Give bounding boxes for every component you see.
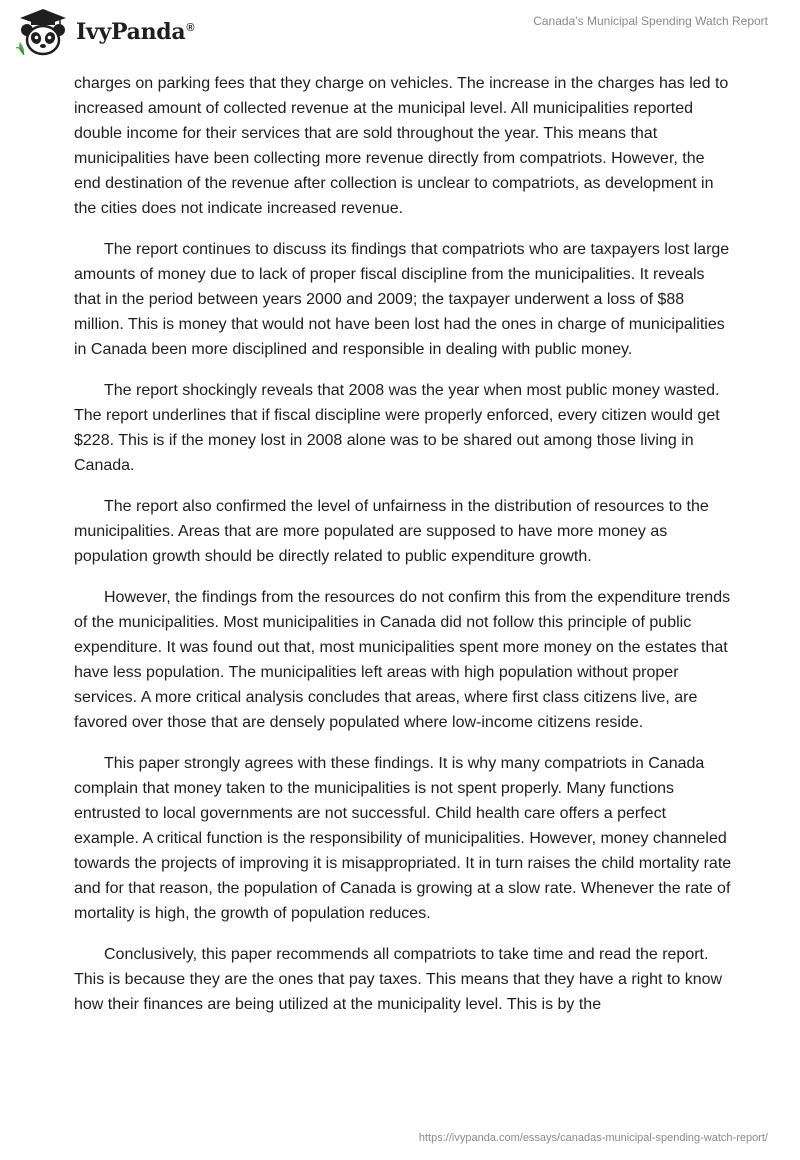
paragraph-5: However, the findings from the resources do not confirm this from the expenditure trends of the municipalities. Most municipalities in Canada did not follow this principle of public expenditure. It was found out that, most municipalities spent more money on the estates that have less population. The municipalities left areas with high population without proper services. A more critical analysis concludes that areas, where first class citizens live, are favored over those that are densely populated where low-income citizens reside. xyxy=(74,589,731,731)
paragraph-1: charges on parking fees that they charge on vehicles. The increase in the charges has led to increased amount of collected revenue at the municipal level. All municipalities reported double income for their services that are sold throughout the year. This means that municipalities have been collecting more revenue directly from compatriots. However, the end destination of the revenue after collection is unclear to compatriots, as development in the cities does not indicate increased revenue. xyxy=(74,75,729,217)
paragraph-4: The report also confirmed the level of unfairness in the distribution of resources to the municipalities. Areas that are more populated are supposed to have more money as population growth should be directly related to public expenditure growth. xyxy=(74,498,709,565)
paragraph-3: The report shockingly reveals that 2008 was the year when most public money wasted. The report underlines that if fiscal discipline were properly enforced, every citizen would get $228. This is if the money lost in 2008 alone was to be shared out among those living in Canada. xyxy=(74,382,720,474)
document-title: Canada’s Municipal Spending Watch Report xyxy=(533,14,768,28)
paragraph-7: Conclusively, this paper recommends all compatriots to take time and read the report. This is because they are the ones that pay taxes. This means that they have a right to know how their finances are being utilized at the municipality level. This is by the xyxy=(74,946,723,1013)
paragraph-2: The report continues to discuss its findings that compatriots who are taxpayers lost large amounts of money due to lack of proper fiscal discipline from the municipalities. It reveals that in the period between years 2000 and 2009; the taxpayer underwent a loss of $88 million. This is money that would not have been lost had the ones in charge of municipalities in Canada been more disciplined and responsible in dealing with public money. xyxy=(74,241,730,358)
paragraph-6: This paper strongly agrees with these findings. It is why many compatriots in Canada complain that money taken to the municipalities is not spent properly. Many functions entrusted to local governments are not successful. Child health care offers a perfect example. A critical function is the responsibility of municipalities. However, money channeled towards the projects of improving it is misappropriated. It in turn raises the child mortality rate and for that reason, the population of Canada is growing at a slow rate. Whenever the rate of mortality is high, the growth of population reduces. xyxy=(74,755,732,922)
brand-name: IvyPanda® xyxy=(76,19,195,45)
panda-graduate-icon xyxy=(14,6,72,58)
brand-logo[interactable] xyxy=(14,6,194,58)
registered-mark: ® xyxy=(186,21,195,34)
page-header xyxy=(0,0,800,70)
essay-body xyxy=(74,71,734,1033)
source-url-link[interactable]: https://ivypanda.com/essays/canadas-municipal-spending-watch-report/ xyxy=(418,1132,768,1144)
